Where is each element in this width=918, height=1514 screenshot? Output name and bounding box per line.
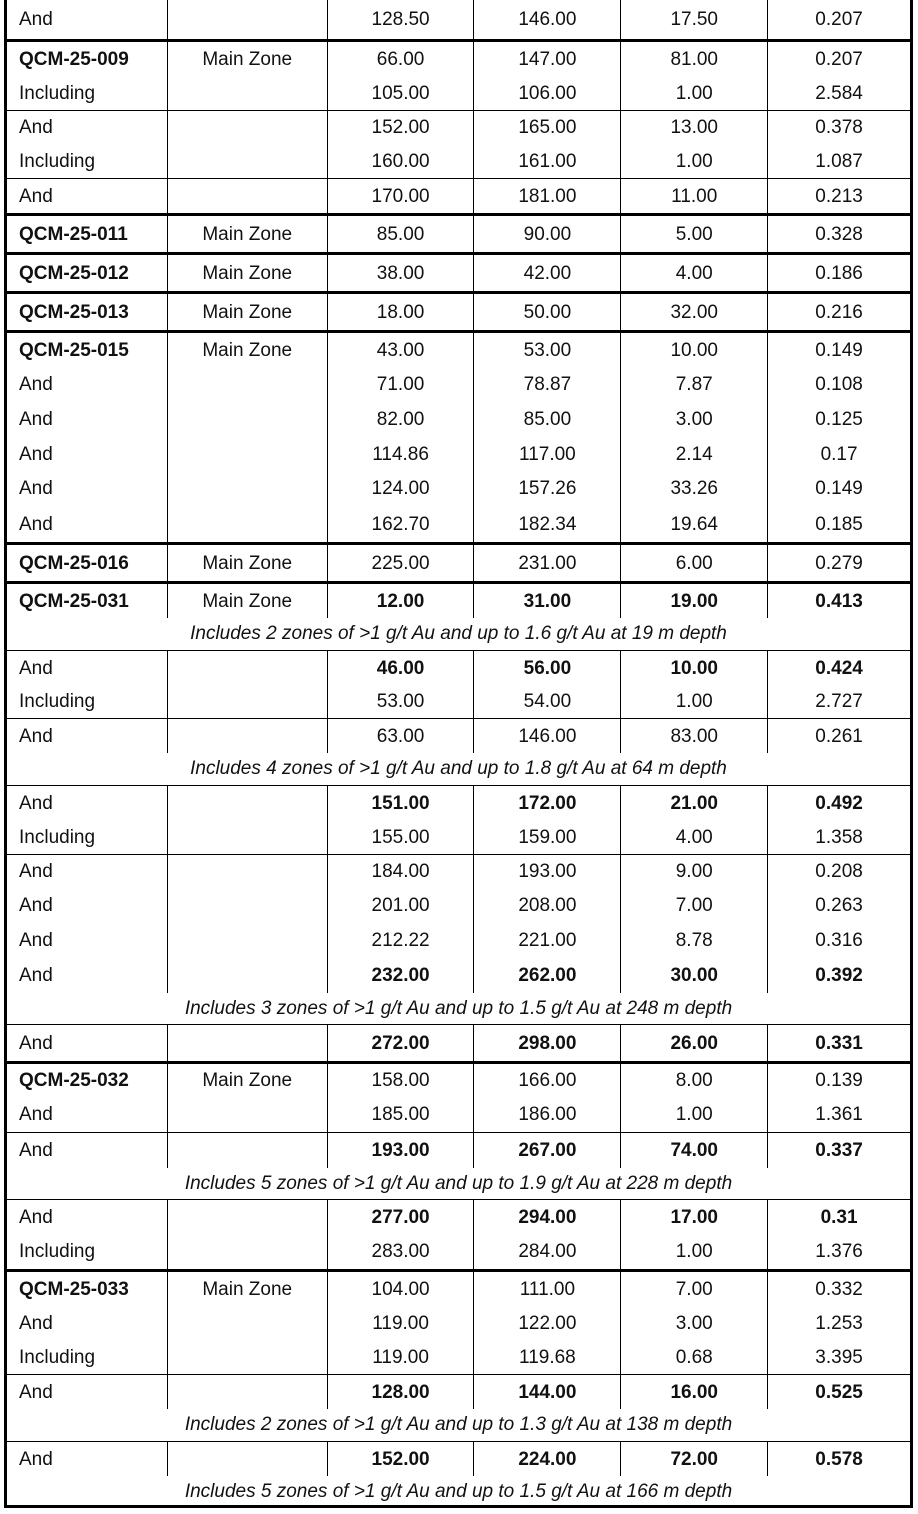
hole-id-cell: And [19,409,53,430]
from-cell: 201.00 [327,888,474,923]
interval-cell: 9.00 [620,855,767,888]
zone-cell: Main Zone [167,1064,327,1097]
table-row [7,178,910,213]
to-cell: 159.00 [473,821,620,854]
table-row [7,718,910,753]
interval-cell: 4.00 [620,821,767,854]
hole-id-cell: QCM-25-009 [19,49,129,70]
interval-cell: 5.00 [620,216,767,252]
zone-cell [167,111,327,144]
hole-id-cell: And [19,1206,53,1228]
table-row [7,821,910,854]
from-cell: 85.00 [327,216,474,252]
interval-cell: 1.00 [620,685,767,718]
zone-cell [167,1306,327,1340]
table-row [7,144,910,178]
table-row [7,1234,910,1269]
hole-id-cell: Including [19,691,96,712]
zone-cell [167,144,327,178]
from-cell: 184.00 [327,855,474,888]
interval-cell: 72.00 [620,1442,767,1476]
from-cell: 119.00 [327,1340,474,1374]
to-cell: 42.00 [473,255,620,291]
from-cell: 272.00 [327,1025,474,1061]
zone-cell [167,0,327,39]
hole-id-cell: And [19,374,53,395]
zone-cell [167,367,327,402]
from-cell: 63.00 [327,719,474,753]
to-cell: 267.00 [473,1133,620,1168]
zone-cell: Main Zone [167,42,327,77]
table-row [7,1132,910,1168]
interval-cell: 10.00 [620,651,767,685]
to-cell: 186.00 [473,1097,620,1132]
from-cell: 160.00 [327,144,474,178]
drill-results-table [4,0,913,1508]
table-note [7,993,910,1024]
zone-cell [167,888,327,923]
grade-cell: 0.337 [767,1133,910,1168]
from-cell: 225.00 [327,545,474,581]
to-cell: 165.00 [473,111,620,144]
zone-cell [167,685,327,718]
grade-cell: 0.328 [767,216,910,252]
to-cell: 117.00 [473,437,620,471]
from-cell: 128.00 [327,1375,474,1409]
hole-id-cell: And [19,793,53,814]
table-row [7,581,910,618]
table-row [7,1374,910,1409]
zone-cell [167,786,327,821]
zone-cell: Main Zone [167,545,327,581]
from-cell: 18.00 [327,294,474,330]
hole-id-cell: Including [19,1346,96,1368]
from-cell: 46.00 [327,651,474,685]
from-cell: 66.00 [327,42,474,77]
note-text: Includes 3 zones of >1 g/t Au and up to 1.5 g/t Au at 248 m depth [184,997,733,1019]
zone-cell [167,471,327,506]
from-cell: 105.00 [327,77,474,110]
from-cell: 53.00 [327,685,474,718]
interval-cell: 32.00 [620,294,767,330]
interval-cell: 1.00 [620,1234,767,1269]
table-row [7,1061,910,1097]
grade-cell: 1.087 [767,144,910,178]
table-row [7,330,910,367]
zone-cell [167,1025,327,1061]
zone-cell [167,855,327,888]
interval-cell: 17.00 [620,1200,767,1234]
to-cell: 31.00 [473,584,620,618]
interval-cell: 21.00 [620,786,767,821]
table-note [7,753,910,785]
to-cell: 172.00 [473,786,620,821]
interval-cell: 11.00 [620,179,767,213]
to-cell: 111.00 [473,1272,620,1306]
to-cell: 262.00 [473,957,620,993]
hole-id-cell: And [19,1312,53,1334]
hole-id-cell: QCM-25-012 [19,262,129,284]
from-cell: 128.50 [327,0,474,39]
to-cell: 157.26 [473,471,620,506]
hole-id-cell: And [19,9,53,30]
table-note [7,1168,910,1199]
from-cell: 170.00 [327,179,474,213]
to-cell: 54.00 [473,685,620,718]
to-cell: 208.00 [473,888,620,923]
interval-cell: 17.50 [620,0,767,39]
grade-cell: 1.253 [767,1306,910,1340]
from-cell: 119.00 [327,1306,474,1340]
zone-cell: Main Zone [167,255,327,291]
interval-cell: 74.00 [620,1133,767,1168]
table-row [7,1024,910,1061]
hole-id-cell: And [19,478,53,499]
hole-id-cell: Including [19,150,96,172]
hole-id-cell: QCM-25-031 [19,590,129,612]
grade-cell: 0.208 [767,855,910,888]
grade-cell: 1.361 [767,1097,910,1132]
hole-id-cell: QCM-25-033 [19,1278,129,1300]
interval-cell: 26.00 [620,1025,767,1061]
to-cell: 224.00 [473,1442,620,1476]
note-text: Includes 5 zones of >1 g/t Au and up to 1.5 g/t Au at 166 m depth [184,1481,733,1502]
interval-cell: 3.00 [620,402,767,437]
hole-id-cell: And [19,964,53,986]
interval-cell: 83.00 [620,719,767,753]
to-cell: 90.00 [473,216,620,252]
interval-cell: 7.00 [620,1272,767,1306]
hole-id-cell: And [19,185,53,207]
hole-id-cell: And [19,513,53,535]
zone-cell: Main Zone [167,216,327,252]
from-cell: 212.22 [327,923,474,957]
zone-cell [167,1200,327,1234]
to-cell: 294.00 [473,1200,620,1234]
table-row [7,402,910,437]
to-cell: 231.00 [473,545,620,581]
zone-cell: Main Zone [167,333,327,367]
interval-cell: 13.00 [620,111,767,144]
from-cell: 162.70 [327,506,474,542]
interval-cell: 19.00 [620,584,767,618]
to-cell: 284.00 [473,1234,620,1269]
table-row [7,110,910,144]
zone-cell: Main Zone [167,584,327,618]
zone-cell [167,1340,327,1374]
interval-cell: 1.00 [620,144,767,178]
zone-cell [167,719,327,753]
hole-id-cell: QCM-25-032 [19,1070,129,1091]
from-cell: 232.00 [327,957,474,993]
grade-cell: 0.261 [767,719,910,753]
note-text: Includes 2 zones of >1 g/t Au and up to 1.6 g/t Au at 19 m depth [190,623,727,644]
note-text: Includes 5 zones of >1 g/t Au and up to 1.9 g/t Au at 228 m depth [184,1172,733,1194]
hole-id-cell: QCM-25-011 [19,223,128,245]
table-row [7,854,910,888]
to-cell: 53.00 [473,333,620,367]
interval-cell: 2.14 [620,437,767,471]
from-cell: 12.00 [327,584,474,618]
hole-id-cell: QCM-25-016 [19,552,129,574]
hole-id-cell: And [19,725,53,747]
note-text: Includes 2 zones of >1 g/t Au and up to 1.3 g/t Au at 138 m depth [184,1414,733,1435]
table-row [7,650,910,685]
interval-cell: 6.00 [620,545,767,581]
grade-cell: 1.358 [767,821,910,854]
grade-cell: 0.186 [767,255,910,291]
hole-id-cell: And [19,657,53,679]
table-row [7,213,910,252]
grade-cell: 0.17 [767,437,910,471]
hole-id-cell: QCM-25-013 [19,301,129,323]
table-row [7,1097,910,1132]
table-row [7,0,910,39]
from-cell: 193.00 [327,1133,474,1168]
from-cell: 38.00 [327,255,474,291]
zone-cell [167,179,327,213]
table-row [7,1199,910,1234]
zone-cell [167,1442,327,1476]
interval-cell: 1.00 [620,1097,767,1132]
from-cell: 277.00 [327,1200,474,1234]
grade-cell: 0.525 [767,1375,910,1409]
table-row [7,506,910,542]
grade-cell: 0.207 [767,42,910,77]
to-cell: 182.34 [473,506,620,542]
grade-cell: 0.149 [767,333,910,367]
from-cell: 114.86 [327,437,474,471]
grade-cell: 2.727 [767,685,910,718]
to-cell: 144.00 [473,1375,620,1409]
interval-cell: 4.00 [620,255,767,291]
grade-cell: 0.108 [767,367,910,402]
grade-cell: 0.207 [767,0,910,39]
zone-cell [167,402,327,437]
to-cell: 56.00 [473,651,620,685]
table-row [7,77,910,110]
to-cell: 181.00 [473,179,620,213]
grade-cell: 0.316 [767,923,910,957]
hole-id-cell: Including [19,827,96,848]
grade-cell: 0.125 [767,402,910,437]
hole-id-cell: And [19,117,53,138]
to-cell: 146.00 [473,719,620,753]
to-cell: 161.00 [473,144,620,178]
from-cell: 283.00 [327,1234,474,1269]
table-row [7,1306,910,1340]
interval-cell: 1.00 [620,77,767,110]
interval-cell: 10.00 [620,333,767,367]
to-cell: 298.00 [473,1025,620,1061]
hole-id-cell: And [19,1032,53,1054]
from-cell: 104.00 [327,1272,474,1306]
from-cell: 185.00 [327,1097,474,1132]
to-cell: 106.00 [473,77,620,110]
grade-cell: 0.492 [767,786,910,821]
from-cell: 152.00 [327,1442,474,1476]
from-cell: 152.00 [327,111,474,144]
grade-cell: 0.263 [767,888,910,923]
grade-cell: 0.378 [767,111,910,144]
grade-cell: 0.279 [767,545,910,581]
table-row [7,437,910,471]
zone-cell [167,957,327,993]
grade-cell: 0.216 [767,294,910,330]
table-row [7,1269,910,1306]
grade-cell: 0.413 [767,584,910,618]
hole-id-cell: And [19,929,53,951]
zone-cell: Main Zone [167,1272,327,1306]
grade-cell: 2.584 [767,77,910,110]
zone-cell [167,821,327,854]
table-row [7,957,910,993]
grade-cell: 0.31 [767,1200,910,1234]
grade-cell: 3.395 [767,1340,910,1374]
from-cell: 124.00 [327,471,474,506]
zone-cell [167,437,327,471]
table-row [7,785,910,821]
hole-id-cell: And [19,861,53,882]
from-cell: 43.00 [327,333,474,367]
table-row [7,923,910,957]
zone-cell [167,506,327,542]
interval-cell: 81.00 [620,42,767,77]
to-cell: 166.00 [473,1064,620,1097]
to-cell: 78.87 [473,367,620,402]
from-cell: 155.00 [327,821,474,854]
table-row [7,471,910,506]
table-row [7,685,910,718]
hole-id-cell: QCM-25-015 [19,339,129,361]
from-cell: 71.00 [327,367,474,402]
from-cell: 82.00 [327,402,474,437]
to-cell: 85.00 [473,402,620,437]
to-cell: 50.00 [473,294,620,330]
grade-cell: 0.139 [767,1064,910,1097]
hole-id-cell: And [19,895,53,916]
grade-cell: 0.392 [767,957,910,993]
hole-id-cell: And [19,1104,53,1125]
interval-cell: 8.78 [620,923,767,957]
table-row [7,542,910,581]
hole-id-cell: And [19,1381,53,1403]
interval-cell: 19.64 [620,506,767,542]
table-note [7,618,910,650]
from-cell: 151.00 [327,786,474,821]
grade-cell: 0.332 [767,1272,910,1306]
to-cell: 119.68 [473,1340,620,1374]
zone-cell [167,923,327,957]
interval-cell: 3.00 [620,1306,767,1340]
hole-id-cell: And [19,1448,53,1470]
zone-cell [167,1097,327,1132]
table-note [7,1476,910,1508]
to-cell: 146.00 [473,0,620,39]
zone-cell [167,77,327,110]
table-note [7,1409,910,1441]
note-text: Includes 4 zones of >1 g/t Au and up to 1.8 g/t Au at 64 m depth [190,758,727,779]
table-row [7,1441,910,1476]
grade-cell: 0.213 [767,179,910,213]
from-cell: 158.00 [327,1064,474,1097]
to-cell: 122.00 [473,1306,620,1340]
interval-cell: 33.26 [620,471,767,506]
hole-id-cell: And [19,1140,53,1161]
interval-cell: 8.00 [620,1064,767,1097]
table-row [7,888,910,923]
interval-cell: 7.00 [620,888,767,923]
grade-cell: 0.185 [767,506,910,542]
grade-cell: 0.424 [767,651,910,685]
table-row [7,291,910,330]
interval-cell: 7.87 [620,367,767,402]
zone-cell [167,651,327,685]
grade-cell: 0.578 [767,1442,910,1476]
table-row [7,367,910,402]
table-row [7,39,910,77]
to-cell: 147.00 [473,42,620,77]
interval-cell: 0.68 [620,1340,767,1374]
zone-cell [167,1375,327,1409]
hole-id-cell: Including [19,1241,96,1262]
zone-cell: Main Zone [167,294,327,330]
grade-cell: 1.376 [767,1234,910,1269]
interval-cell: 30.00 [620,957,767,993]
table-row [7,1340,910,1374]
grade-cell: 0.331 [767,1025,910,1061]
grade-cell: 0.149 [767,471,910,506]
hole-id-cell: And [19,443,53,465]
to-cell: 221.00 [473,923,620,957]
zone-cell [167,1133,327,1168]
to-cell: 193.00 [473,855,620,888]
interval-cell: 16.00 [620,1375,767,1409]
zone-cell [167,1234,327,1269]
table-row [7,252,910,291]
hole-id-cell: Including [19,83,96,104]
